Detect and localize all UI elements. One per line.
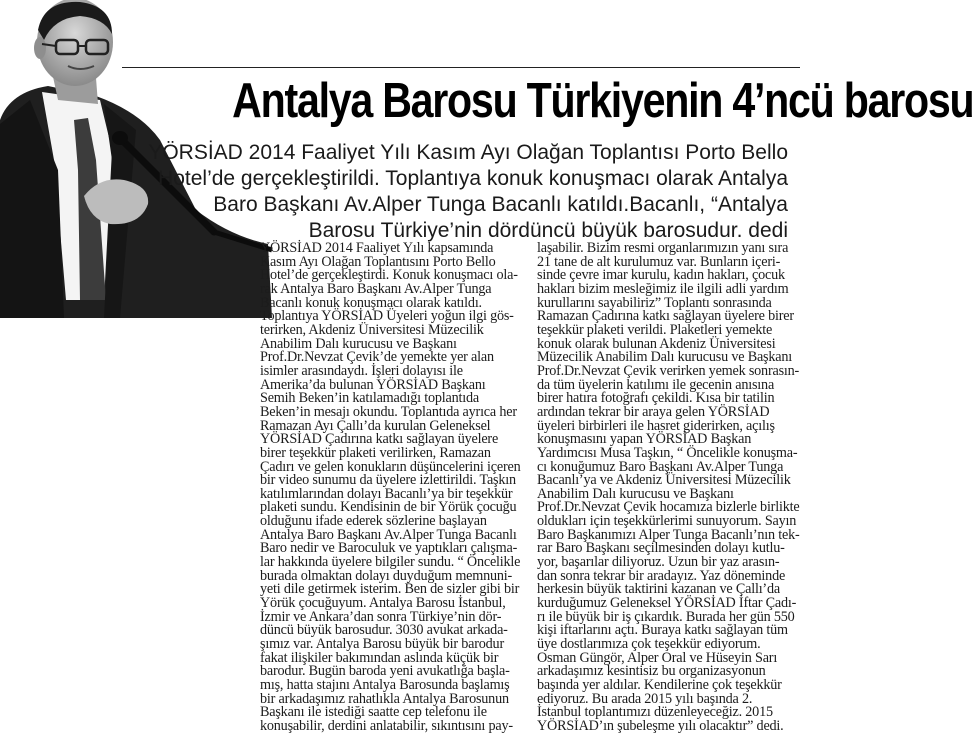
body-line: Semih Beken’in katılamadığı toplantıda (260, 390, 479, 407)
body-line: birer teşekkür plaketi verilirken, Ramazan (260, 444, 491, 461)
body-line: Antalya Baro Başkanı Av.Alper Tunga Bacanlı (260, 526, 517, 543)
body-line: plaketi sundu. Kendisinin de bir Yörük çocuğu (260, 499, 517, 516)
body-line: YÖRSİAD’ın şubeleşme yılı olacaktır” dedi. (537, 717, 784, 734)
body-line: Prof.Dr.Nevzat Çevik verirken yemek sonrasın- (537, 362, 800, 379)
body-line: kurduğumuz Geleneksel YÖRSİAD İftar Çadı- (537, 595, 797, 612)
body-line: teşekkür plaketi verildi. Plaketleri yemekte (537, 321, 773, 338)
body-line: Kasım Ayı Olağan Toplantısını Porto Bello (260, 253, 496, 270)
body-line: Bacanlı konuk konuşmacı olarak katıldı. (260, 294, 482, 311)
body-line: YÖRSİAD Çadırına katkı sağlayan üyelere (260, 431, 499, 448)
body-line: bir video sunumu da üyelere izlettirildi. Taşkın (260, 472, 516, 489)
body-line: Baro Başkanımızı Alper Tunga Bacanlı’nın tek- (537, 526, 800, 543)
body-line: fakat ilişkiler bakımından aslında küçük bir (260, 649, 499, 666)
body-line: barodur. Bugün baroda yeni avukatlığa başla- (260, 663, 510, 680)
body-line: Çadırı ve gelen konukların düşüncelerini içeren (260, 458, 521, 475)
body-line: üye dostlarımıza çok teşekkür ediyorum. (537, 636, 761, 653)
body-line: Müzecilik Anabilim Dalı kurucusu ve Başkanı (537, 349, 792, 366)
body-line: rar Baro Başkanı seçilmesinden dolayı kutlu- (537, 540, 785, 557)
body-column-right (537, 240, 800, 734)
body-line: Ramazan Ayı Çallı’da kurulan Geleneksel (260, 417, 491, 434)
body-line: Beken’in mesajı okundu. Toplantıda ayrıca her (260, 403, 517, 420)
header-rule (122, 67, 800, 68)
body-line: sinde çevre imar kurulu, kadın hakları, çocuk (537, 267, 785, 284)
body-line: katılımlarından dolayı Bacanlı’ya bir teşekkür (260, 485, 513, 502)
lead-paragraph (88, 140, 788, 244)
body-column-left (260, 242, 530, 734)
body-line: Ramazan Çadırına katkı sağlayan üyelere birer (537, 308, 794, 325)
body-line: İstanbul toplantımızı düzenleyeceğiz. 2015 (537, 704, 773, 721)
body-line: da tüm üyelerin katılımı ile gecenin anısına (537, 376, 775, 393)
body-line: burada olmaktan dolayı duyduğum memnuni- (260, 567, 513, 584)
body-line: 21 tane de alt kurulumuz var. Bunların içeri- (537, 253, 781, 270)
body-line: olduğunu ifade ederek sözlerine başlayan (260, 513, 487, 530)
body-line: Amerika’da bulunan YÖRSİAD Başkanı (260, 376, 486, 393)
body-line: Prof.Dr.Nevzat Çevik’de yemekte yer alan (260, 349, 494, 366)
body-line: düncü büyük barosudur. 3030 avukat arkada- (260, 622, 508, 639)
lead-line: YÖRSİAD 2014 Faaliyet Yılı Kasım Ayı Olağan Toplantısı Porto Bello (148, 141, 788, 164)
body-line: konuşabilir, derdini anlatabilir, sıkıntısını pay- (260, 717, 513, 734)
body-line: mış, hatta stajını Antalya Barosunda başlamış (260, 677, 510, 693)
body-line: konuşmasını yapan YÖRSİAD Başkan (537, 431, 752, 448)
body-line: ardından tekrar bir araya gelen YÖRSİAD (537, 403, 770, 420)
body-line: Yardımcısı Musa Taşkın, “ Öncelikle konuşma- (537, 444, 798, 461)
body-line: lar hakkında üyelere bilgiler sundu. “ Öncelikle (260, 554, 521, 571)
body-line: Yörük çocuğuyum. Antalya Barosu İstanbul, (260, 595, 506, 612)
body-line: yeti dile getirmek isterim. Ben de sizler gibi bir (260, 581, 520, 598)
body-line: Anabilim Dalı kurucusu ve Başkanı (260, 335, 457, 352)
body-line: oldukları için teşekkürlerimi sunuyorum. Sayın (537, 513, 797, 530)
body-line: Hotel’de gerçekleştirdi. Konuk konuşmacı ola- (260, 267, 518, 284)
lead-line: Hotel’de gerçekleştirildi. Toplantıya konuk konuşmacı olarak Antalya (158, 167, 788, 190)
body-line: Bacanlı’ya ve Akdeniz Üniversitesi Müzecilik (537, 472, 791, 489)
body-line: isimler arasındaydı. İşleri dolayısı ile (260, 362, 463, 379)
body-line: konuk olarak bulunan Akdeniz Üniversitesi (537, 335, 776, 352)
body-line: Başkanı ile istediği saatte cep telefonu ile (260, 704, 487, 721)
body-line: birer hatıra fotoğrafı çekildi. Kısa bir tatilin (537, 390, 775, 407)
body-line: Baro nedir ve Baroculuk ve yaptıkları çalışma- (260, 540, 518, 557)
body-line: arkadaşımız kesintisiz bu organizasyonun (537, 663, 766, 680)
body-line: İzmir ve Ankara’dan sonra Türkiye’nin dör- (260, 608, 502, 625)
body-line: kişi iftarlarını açtı. Buraya katkı sağlayan tüm (537, 622, 788, 639)
body-line: laşabilir. Bizim resmi organlarımızın yanı sıra (537, 240, 789, 256)
body-line: yor, başarılar diliyoruz. Uzun bir yaz arasın- (537, 554, 780, 571)
body-line: Prof.Dr.Nevzat Çevik hocamıza bizlerle birlikte (537, 499, 800, 516)
body-line: dan sonra tekrar bir aradayız. Yaz döneminde (537, 567, 786, 584)
body-line: Osman Güngör, Alper Oral ve Hüseyin Sarı (537, 649, 778, 666)
body-line: kurullarını sayabiliriz” Toplantı sonrasında (537, 294, 772, 311)
body-line: başında yer aldılar. Kendilerine çok teşekkür (537, 677, 782, 693)
body-line: herkesin büyük taktirini kazanan ve Çallı’da (537, 581, 780, 598)
body-line: YÖRSİAD 2014 Faaliyet Yılı kapsamında (260, 240, 494, 256)
body-line: rı ile büyük bir iş çıkardık. Burada her gün 550 (537, 608, 795, 625)
headline: Antalya Barosu Türkiyenin 4’ncü barosu (232, 74, 973, 128)
body-line: şımız var. Antalya Barosu büyük bir barodur (260, 636, 504, 653)
lead-line: Baro Başkanı Av.Alper Tunga Bacanlı katıldı.Bacanlı, “Antalya (213, 193, 788, 216)
body-line: terirken, Akdeniz Üniversitesi Müzecilik (260, 321, 484, 338)
body-line: üyeleri birbirleri ile hasret giderirken, açılış (537, 417, 775, 434)
body-line: ediyoruz. Bu arada 2015 yılı başında 2. (537, 690, 753, 707)
body-line: rak Antalya Baro Başkanı Av.Alper Tunga (260, 280, 492, 297)
body-line: Toplantıya YÖRSİAD Üyeleri yoğun ilgi gös- (260, 308, 514, 325)
body-line: bir arkadaşımız rahatlıkla Antalya Barosunun (260, 690, 509, 707)
lead-line: Barosu Türkiye’nin dördüncü büyük barosudur. dedi (308, 219, 788, 242)
body-line: hakları bizim mesleğimiz ile ilgili adli yardım (537, 280, 789, 297)
body-line: cı konuğumuz Baro Başkanı Av.Alper Tunga (537, 458, 784, 475)
body-line: Anabilim Dalı kurucusu ve Başkanı (537, 485, 734, 502)
